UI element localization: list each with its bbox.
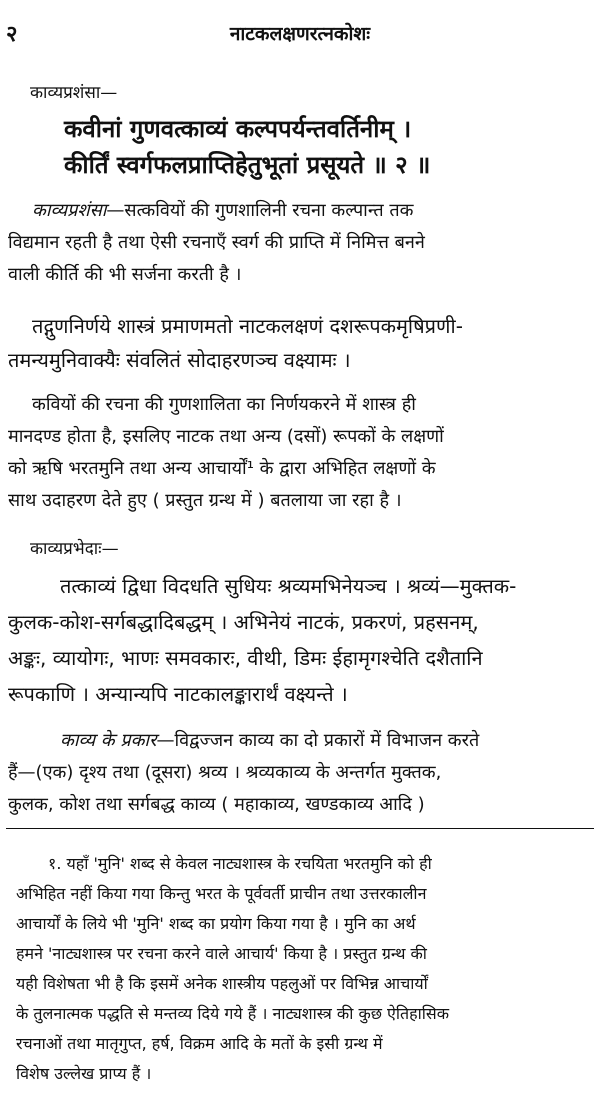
commentary-2-line-1: कवियों की रचना की गुणशालिता का निर्णयकरने में शास्त्र ही — [32, 394, 416, 415]
page-number: २ — [6, 22, 18, 47]
verse-line-2: कीर्तिं स्वर्गफलप्राप्तिहेतुभूतां प्रसूयते ॥ २ ॥ — [64, 151, 431, 179]
commentary-3-line-3: कुलक, कोश तथा सर्गबद्ध काव्य ( महाकाव्य, खण्डकाव्य आदि ) — [8, 794, 425, 815]
commentary-2-line-2: मानदण्ड होता है, इसलिए नाटक तथा अन्य (दसों) रूपकों के लक्षणों — [8, 426, 444, 447]
commentary-2-line-3: को ऋषि भरतमुनि तथा अन्य आचार्यों¹ के द्वारा अभिहित लक्षणों के — [8, 458, 436, 479]
section-heading-kavya-prashansa: काव्यप्रशंसा— — [30, 83, 118, 103]
commentary-3-line-2: हैं—(एक) दृश्य तथा (दूसरा) श्रव्य । श्रव्यकाव्य के अन्तर्गत मुक्तक, — [8, 762, 442, 783]
commentary-1-line-3: वाली कीर्ति की भी सर्जना करती है । — [8, 264, 242, 285]
running-title: नाटकलक्षणरत्नकोशः — [229, 23, 371, 45]
verse-line-1: कवीनां गुणवत्काव्यं कल्पपर्यन्तवर्तिनीम् । — [64, 115, 412, 143]
section-heading-kavya-prabheda: काव्यप्रभेदाः— — [30, 539, 119, 559]
commentary-3-lead: काव्य के प्रकार — [60, 730, 157, 751]
commentary-1-line-2: विद्यमान रहती है तथा ऐसी रचनाएँ स्वर्ग की प्राप्ति में निमित्त बनने — [8, 232, 425, 253]
page-header — [0, 18, 600, 48]
footnote-line-2: अभिहित नहीं किया गया किन्तु भरत के पूर्ववर्ती प्राचीन तथा उत्तरकालीन — [16, 884, 427, 903]
sanskrit-prose-2-line-4: रूपकाणि । अन्यान्यपि नाटकालङ्कारार्थं वक्ष्यन्ते । — [8, 682, 348, 706]
footnote-line-7: रचनाओं तथा मातृगुप्त, हर्ष, विक्रम आदि के मतों के इसी ग्रन्थ में — [16, 1034, 383, 1053]
commentary-2-line-4: साथ उदाहरण देते हुए ( प्रस्तुत ग्रन्थ में ) बतलाया जा रहा है । — [8, 490, 402, 511]
footnote-line-6: के तुलनात्मक पद्धति से मन्तव्य दिये गये हैं । नाट्यशास्त्र की कुछ ऐतिहासिक — [16, 1004, 450, 1023]
footnote-line-3: आचार्यों के लिये भी 'मुनि' शब्द का प्रयोग किया गया है । मुनि का अर्थ — [16, 914, 416, 933]
footnote-line-5: यही विशेषता भी है कि इसमें अनेक शास्त्रीय पहलुओं पर विभिन्न आचार्यों — [16, 974, 428, 993]
sanskrit-prose-2-line-1: तत्काव्यं द्विधा विदधति सुधियः श्रव्यमभिनेयञ्च । श्रव्यं—मुक्तक- — [60, 574, 517, 598]
footnote-line-1: १. यहाँ 'मुनि' शब्द से केवल नाट्यशास्त्र के रचयिता भरतमुनि को ही — [48, 854, 432, 873]
footnote-line-4: हमने 'नाट्यशास्त्र पर रचना करने वाले आचार्य' किया है । प्रस्तुत ग्रन्थ की — [16, 944, 427, 963]
commentary-1-line-1: काव्यप्रशंसा—सत्कवियों की गुणशालिनी रचना कल्पान्त तक — [32, 200, 414, 221]
sanskrit-prose-1-line-1: तद्गुणनिर्णये शास्त्रं प्रमाणमतो नाटकलक्षणं दशरूपकमृषिप्रणी- — [32, 314, 463, 338]
footnote-divider — [6, 828, 594, 829]
sanskrit-prose-2-line-3: अङ्कः, व्यायोगः, भाणः समवकारः, वीथी, डिमः ईहामृगश्चेति दशैतानि — [8, 646, 483, 670]
commentary-3-line-1: काव्य के प्रकार—विद्वज्जन काव्य का दो प्रकारों में विभाजन करते — [60, 730, 480, 751]
sanskrit-prose-1-line-2: तमन्यमुनिवाक्यैः संवलितं सोदाहरणञ्च वक्ष्यामः । — [8, 348, 351, 372]
footnote-line-8: विशेष उल्लेख प्राप्य हैं । — [16, 1064, 152, 1083]
sanskrit-prose-2-line-2: कुलक-कोश-सर्गबद्धादिबद्धम् । अभिनेयं नाटकं, प्रकरणं, प्रहसनम्, — [8, 610, 479, 634]
commentary-1-lead: काव्यप्रशंसा — [32, 200, 107, 221]
